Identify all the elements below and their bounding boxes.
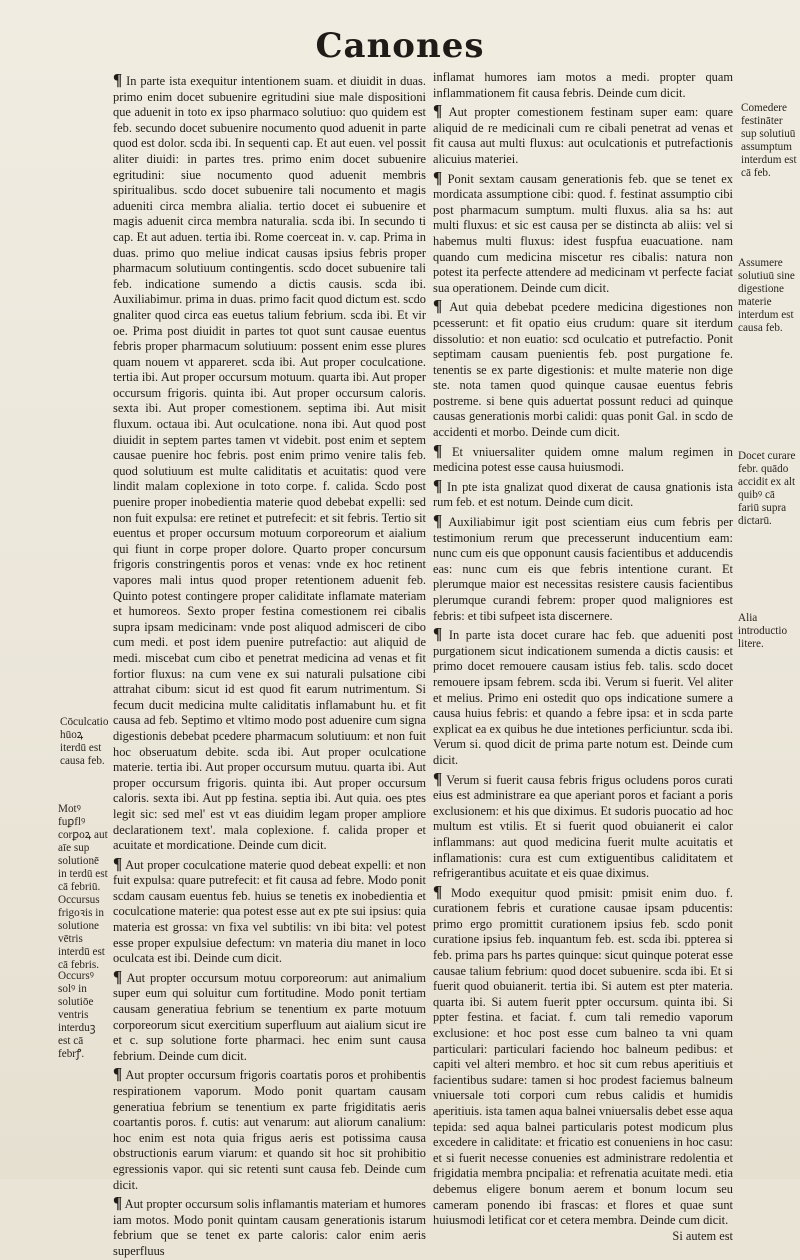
- paragraph-text: Aut propter comestionem festinam super eam: quare aliquid de re medicinali cum re cibali penetrat ad venas et fit causa aut multi fluxus: aut oculcationis et putrefactionis alicuius materiei.: [433, 105, 733, 166]
- paragraph-text: In parte ista docet curare hac feb. que adueniti post purgationem sicut indicationem sumenda a dictis causis: et primo docet remouere causam istius feb. talis. scdo docet remouere ipsam febrem. scda ibi. Verum si fuerit. Vel aliter et melius. Primo eni ostedit quo ops indicatione sumere a causa huius febris: et quando a febre ipsa: et in scda parte explicat ea ex quibus he due intetiones perficiuntur. scda ibi. Verum si. quod dicit de prima parte notum est. Deinde cum dicit.: [433, 628, 733, 767]
- paragraph-text: Aut propter occursum motuu corporeorum: aut animalium super eum qui soluitur cum fortitudine. Modo ponit tertiam causam generatiua febrium se tenentium ex parte motuum corporeorum sicut exercitium superfluum aut aialium sicut ire et c. sup solutione forte pharmaci. hec enim sunt causa febrium. Deinde cum dicit.: [113, 970, 426, 1063]
- paragraph-text: Aut quia debebat pcedere medicina digestiones non pcesserunt: et fit opatio eius crudum: quare sit iterdum dissolutio: et non euatio: scd oculcatio et putrefactio. Ponit septimam causam puenientis feb. post purgatione fe. tenentis se ex parte digestionis: et multe materie non dige ste. nota tamen quod quinque causae euentus febris postreme. si bene quis aduertat possunt reduci ad quinque causas generationis morbi calidi: quas ponit Gal. in scdo de accidenti et morbo. Deinde cum dicit.: [433, 300, 734, 440]
- paragraph-mark-icon: ¶: [433, 768, 443, 788]
- paragraph-mark-icon: ¶: [433, 511, 443, 531]
- paragraph: [433, 296, 733, 440]
- margin-note-right: Comedere festināter sup solutiuū assumptum interdum est cā feb.: [741, 102, 797, 179]
- paragraph-text: Ponit sextam causam generationis feb. que se tenet ex mordicata assumptione cibi: quod. f. festinat assumptio cibi post pharmacum sumptum. multi fluxus. alia sa hs: aut multi fluxus: et sic est causa per se distincta ab aliis: vel si habemus multi fluxus: idest fuspfua euacuatione. nam quando cum medicina miscetur res cibalis: natura non potest ita perfecte attendere ad medicinam vt perfecte faciat sua operationem. Deinde cum dicit.: [433, 171, 733, 295]
- paragraph: [433, 511, 733, 624]
- paragraph-mark-icon: ¶: [433, 101, 443, 121]
- paragraph-text: Verum si fuerit causa febris frigus ocludens poros curati eius est administrare ea que aperiant poros et faciant a poris exclusionem: et his que diximus. Et sudoris puocatio ad hoc multum est vtilis. Et si fuerit quod obuianerit ei calor inflammans: aut quod medicina fuerit multe acuitatis et inflamationis: cura est cum extiguentibus caliditatem et refrigerantibus acuitate et eis quae diximus.: [433, 772, 733, 881]
- paragraph: [433, 882, 733, 1229]
- paragraph-text: Et vniuersaliter quidem omne malum regimen in medicina potest esse causa huiusmodi.: [433, 444, 733, 475]
- paragraph: [113, 1193, 426, 1259]
- paragraph-text: Auxiliabimur igit post scientiam eius cum febris per testimonium rerum que precesserunt inducentium eam: nunc cum eis que opponunt causis facientibus et adducendis eas: nunc cum eis que febris intentione curant. Et plerumque maior est necessitas resistere causis facientibus plerumque curandi febrem: proper quod maligniores est febris: et tibi sufpeet ista discernere.: [433, 515, 733, 623]
- paragraph-text: Modo exequitur quod pmisit: pmisit enim duo. f. curationem febris et curatione causae ipsam pducentis: primo ergo promittit curationem ipsius feb. scdo ponit curatione ipsius feb. inquantum feb. est. scda ibi. ppterea si feb. prima pars hs partes quinque: sicut quinque poterat esse causae talium febrium: quod docet subuenire. scda ibi. Et si fuerit quod obuianerit. tertia ibi. Si autem est pter materia. quarta ibi. Si autem fuerit ppter occursum. quinta ibi. Si ppter festina. et faciat. f. cum tali remedio vaporum exclusione: et hoc post esse cum balneo ta vni quam particulari: particulari faciendo hoc balneum pedibus: et capiti vel alteri membro. et hoc sit cum rebus aperitiuis et facientibus sudare: tamen si hoc prodest faciemus balneum vniuersale toti corpori cum rebus calidis et humidis aperitiuis. ista tamen aqua balnei vniuersalis debet esse aqua tepida: sed aqua balnei particularis potest modicum plus excedere in caliditate: et fricatio est conueniens in hoc casu: et si fuerit necesse conuenies est administrare redolentia et frigidatia membra pncipalia: et refrenatia acuitate medi. etia debemus eligere bonum aerem et bonum locum seu cameram ponendo ibi frascas: et flores et quae sunt huiusmodi letificat cor et cetera membra. Deinde cum dicit.: [433, 885, 733, 1228]
- margin-note-right: Docet curare febr. quādo accidit ex alt quibꝰ cā fariū supra dictarū.: [738, 450, 796, 527]
- paragraph-mark-icon: ¶: [433, 296, 443, 316]
- paragraph-mark-icon: ¶: [433, 881, 443, 901]
- paragraph: [433, 441, 733, 476]
- paragraph: [433, 168, 733, 297]
- paragraph-text: inflamat humores iam motos a medi. propter quam inflammationem fit causa febris. Deinde cum dicit.: [433, 70, 733, 100]
- margin-note-left: Cōculcatio hūoꝝ iterdū est causa feb.: [60, 716, 109, 767]
- paragraph: [433, 476, 733, 511]
- margin-note-right: Alia introductio litere.: [738, 612, 788, 650]
- paragraph-text: In pte ista gnalizat quod dixerat de causa gnationis ista rum feb. et est notum. Deinde cum dicit.: [433, 479, 733, 510]
- catchword: Si autem est: [672, 1228, 733, 1243]
- paragraph: [433, 769, 733, 882]
- paragraph-text: Aut propter occursum solis inflamantis materiam et humores iam motos. Modo ponit quintam causam generationis istarum febrium que se tenet ex parte caloris: calor enim aeris superfluus: [113, 1197, 426, 1258]
- paragraph-text: Aut proper coculcatione materie quod debeat expelli: et non fuit expulsa: quare putrefecit: et fit causa ad febre. Modo ponit scdam causam euentus feb. huius se tenetis ex inobedientia et coculcatione materie: qua potest esse aut ex pte sui ipsius: quia materia est grossa: vn fixa vel subtilis: vn ibi bita: vel potest esse proper expulsiue defectum: vn materia diu manet in loco oculcata est ibi. Deinde cum dicit.: [113, 857, 426, 966]
- left-column: [113, 70, 426, 1260]
- paragraph-mark-icon: ¶: [433, 167, 443, 187]
- paragraph-mark-icon: ¶: [113, 1193, 123, 1213]
- paragraph: [113, 70, 426, 854]
- paragraph: [113, 967, 426, 1065]
- paragraph: [113, 854, 426, 967]
- paragraph-mark-icon: ¶: [113, 1064, 123, 1084]
- paragraph: [433, 70, 733, 101]
- paragraph-text: Aut propter occursum frigoris coartatis poros et prohibentis respirationem vaporum. Modo ponit quartam causam generatiua febrium se tenentium ex parte frigiditatis aeris coartantis poros. f. cutis: aut venarum: aut aliorum canalium: hoc enim est nota quia frigus aeris est potissima causa obstructionis earum viarum: et quando sit hoc sit prohibitio egressionis vapor. qui sic retenti sunt causa feb. Deinde cum dicit.: [113, 1068, 426, 1192]
- paragraph: [433, 101, 733, 167]
- paragraph-mark-icon: ¶: [113, 853, 123, 873]
- paragraph-mark-icon: ¶: [113, 70, 123, 89]
- paragraph-mark-icon: ¶: [433, 475, 443, 495]
- margin-note-left: Occursꝰ solꝰ in solutiōe ventris interduꝫ est cā febrꝭ.: [58, 970, 96, 1060]
- paragraph-text: In parte ista exequitur intentionem suam. et diuidit in duas. primo enim docet subuenire egritudini siue male dispositioni que aduenit in toto ex ipso pharmaco solutiuo: quo quidem est feb. secundo docet subuenire nocumento quod aduenit in parte quod est dolor. scda ibi. In sequenti cap. Et aut euen. vel possit aliter diuidi: in partes tres. primo enim docet subuenire egritudini: siue nocumento quod aduenit membris spiritualibus. scdo docet subuenire tali nocumento et magis adueniti circa membra alialia. tertio docet ei subuenire et magis aduenit circa membra naturalia. scda ibi. In secundo ti cap. Et aut aduen. tertia ibi. Rome coerceat in. v. cap. Prima in duas. primo quo meliue indicat causas ipsius febris proper pharmacum solutiuum contingentis. scdo docet subuenire tali feb. indicatione sumendo a dictis causis. scda ibi. Auxiliabimur. prima in duas. primo facit quod dictum est. scdo gnaliter quod circa eas euetus talium febrium. scda ibi. Et vir oe. Prima post diuidit in partes tot quot sunt causae euentus febris proper pharmacum solutiuum: possent enim esse plures quam nouem vt appareret. scda ibi. Aut proper coculcatione. tertia ibi. Aut proper occursum motuum. quarta ibi. Aut proper occursum frigoris. quinta ibi. Aut proper occursum caloris. sexta ibi. Aut proper comestionem. septima ibi. Aut misit fluxum. octaua ibi. Aut oculcatione. nona ibi. Aut quod post diuidit in septem partes tamen vt videbit. post enim et septem causae puenire hoc febris. post enim primo venire talis feb. quod solutiuum est multe caliditatis et acuitatis: quod vere lindit malam coplexione in toto corpe. f. calida. Scdo post puenire proper inobedientia materie quod debebat expelli: sed non fuit expulsa: ere retinet et putrefecit: et sit febris. Tertio sit euentus et proper occursum motuum corporeorum et aialium qui fiunt in corpe proper dolore. Quarto proper concursum frigoris constringentis poros et venas: vnde ex hoc retinent vapores mali intus quod proper retentionem aduenit feb. Quinto potest contingere proper caliditate inflamate materiam et humoreos. Sexto proper festina comestionem rei cibalis supra ipsam medicinam: vnde post aliquod admisceri de cibo cum medi. et post idem puenire putrefactio: aut aliquid de medi. miscebat cum cibo et penetrat medicina ad venas et fit fortior fluxus: na cum vene ex sui naturali pulsatione cibi attrahat cibum: sicut id est quod fit earum nutrimentum. Si fecum ducit medicina multe caliditatis inflamabunt hu. et fit causa ad feb. Septimo et vltimo modo post aduenire cum signa digestionis debebat pcedere pharmacum solutiuum: et non fuit hoc obseruatum debite. scda ibi. Aut proper oculcatione materie. tertia ibi. Aut proper occursum mutuu. quarta ibi. Aut proper occursum frigoris. quinta ibi. Aut proper occursum caloris. sexta ibi. Aut pp festina. septia ibi. Aut quia. oes ptes legit sic: sed mel' est vt eas diuidim legam proper ampliore declarationem text'. mala coplexione. f. calida proper et acuitate et mordicatione. Deinde cum dicit.: [113, 74, 426, 853]
- right-column: [433, 70, 733, 1244]
- paragraph: [433, 624, 733, 768]
- paragraph-mark-icon: ¶: [433, 440, 443, 460]
- page-title: Canones: [315, 26, 485, 66]
- margin-note-left: Motꝰ fuꝑflꝰ corꝑoꝝ aut aīe sup solutionē in terdū est cā febriū. Occursus frigoꝛis in solutione vētris interdū est cā febris.: [58, 803, 108, 971]
- paragraph-mark-icon: ¶: [433, 624, 443, 644]
- margin-note-right: Assumere solutiuū sine digestione materie interdum est causa feb.: [738, 257, 795, 334]
- paragraph: [113, 1064, 426, 1193]
- paragraph-mark-icon: ¶: [113, 966, 123, 986]
